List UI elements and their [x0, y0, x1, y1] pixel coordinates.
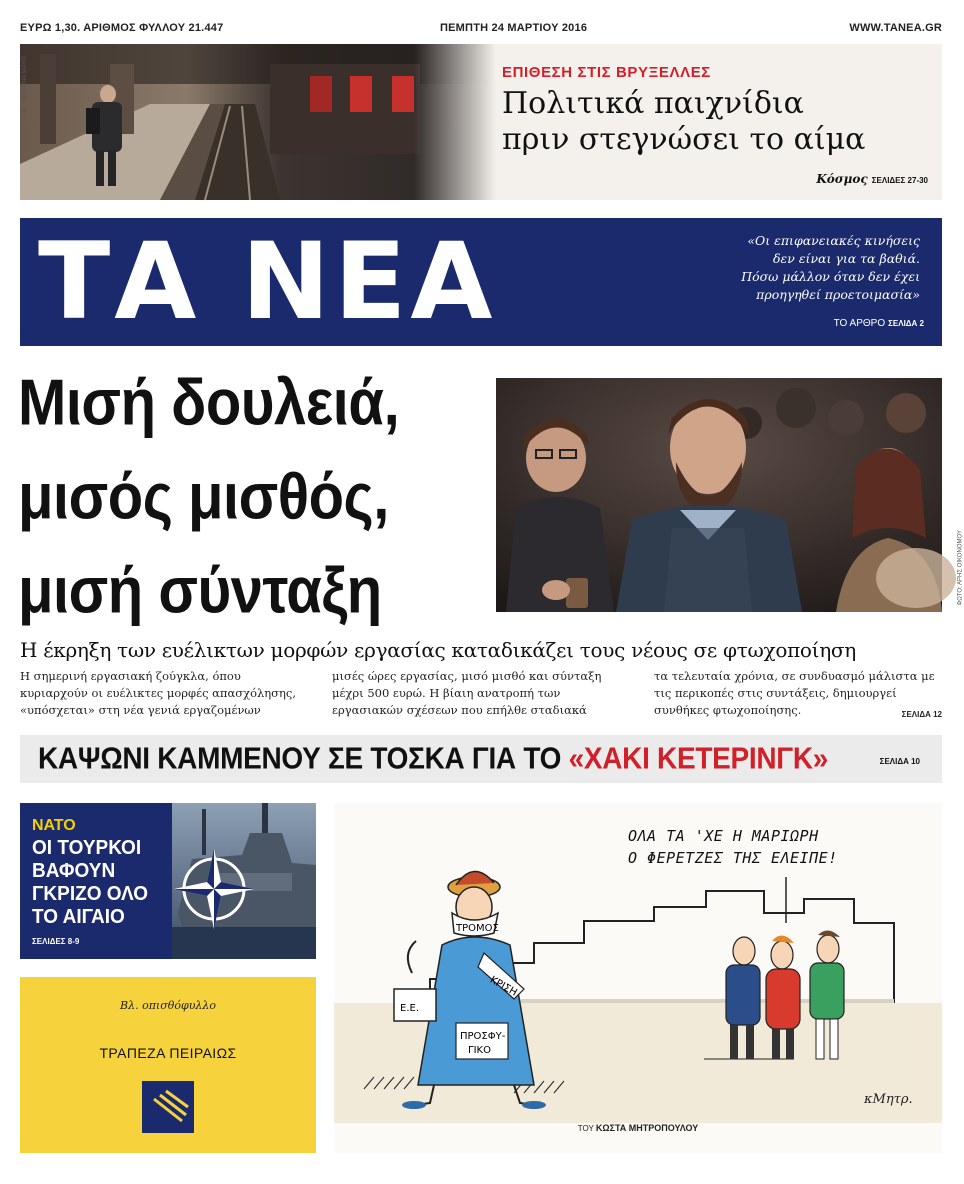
- cartoon-label-terror: ΤΡΟΜΟΣ: [456, 923, 499, 934]
- quote-line: «Οι επιφανειακές κινήσεις: [747, 233, 920, 248]
- warship-nato-photo: [172, 803, 316, 959]
- nato-kicker: ΝΑΤΟ: [32, 817, 76, 834]
- teaser-kicker: ΕΠΙΘΕΣΗ ΣΤΙΣ ΒΡΥΞΕΛΛΕΣ: [502, 64, 711, 81]
- banner-highlight: «ΧΑΚΙ ΚΕΤΕΡΙΝΓΚ»: [568, 741, 829, 776]
- quote-line: προηγηθεί προετοιμασία»: [756, 287, 920, 302]
- dateline-bar: [20, 18, 942, 38]
- editorial-quote: [650, 232, 920, 304]
- issue-date: ΠΕΜΠΤΗ 24 ΜΑΡΤΙΟΥ 2016: [440, 22, 588, 34]
- lead-body: [20, 668, 942, 724]
- credit-prefix: ΤΟΥ: [577, 1124, 596, 1133]
- cartoon-label-crisis: ΚΡΙΣΗ: [487, 974, 519, 999]
- lead-headline-line: μισός μισθός,: [18, 460, 389, 533]
- speech-line: ΟΛΑ ΤΑ 'ΧΕ Η ΜΑΡΙΩΡΗ: [628, 827, 819, 845]
- nato-headline-line: ΓΚΡΙΖΟ ΟΛΟ: [32, 883, 148, 906]
- political-cartoon: [334, 803, 942, 1153]
- cartoonist-name: ΚΩΣΤΑ ΜΗΤΡΟΠΟΥΛΟΥ: [595, 1123, 699, 1133]
- nato-teaser[interactable]: [20, 803, 316, 959]
- speech-line: Ο ΦΕΡΕΤΖΕΣ ΤΗΣ ΕΛΕΙΠΕ!: [628, 849, 838, 867]
- nato-headline: [32, 837, 182, 929]
- masthead: [20, 218, 942, 346]
- kammenos-banner[interactable]: [20, 735, 942, 783]
- quote-page: ΣΕΛΙΔΑ 2: [888, 319, 924, 328]
- newspaper-logo: ΤΑ ΝΕΑ: [38, 220, 497, 343]
- lead-page-ref: ΣΕΛΙΔΑ 12: [901, 710, 942, 719]
- young-people-crowd-photo: [496, 378, 942, 612]
- teaser-headline-line: Πολιτικά παιχνίδια: [502, 86, 804, 121]
- teaser-photo-credit: AP / VIRGINIA MAYO: [22, 56, 28, 114]
- teaser-headline-line: πριν στεγνώσει το αίμα: [502, 122, 866, 157]
- teaser-section-name: Κόσμος: [816, 172, 868, 186]
- nato-headline-line: ΟΙ ΤΟΥΡΚΟΙ: [32, 837, 142, 860]
- quote-source-label: ΤΟ ΑΡΘΡΟ: [833, 318, 886, 329]
- quote-source: [834, 318, 924, 329]
- teaser-headline[interactable]: [502, 86, 938, 158]
- website-link[interactable]: WWW.TANEA.GR: [849, 22, 942, 34]
- nato-page-ref: ΣΕΛΙΔΕΣ 8-9: [32, 937, 80, 946]
- lead-headline[interactable]: [18, 356, 488, 638]
- lead-column-3: [654, 668, 942, 723]
- lead-photo-credit: ΦΩΤΟ: ΑΡΗΣ ΟΙΚΟΝΟΜΟΥ: [958, 530, 964, 606]
- lead-subheadline: Η έκρηξη των ευέλικτων μορφών εργασίας καταδικάζει τους νέους σε φτωχοποίηση: [20, 638, 856, 662]
- lead-column-3-text: τα τελευταία χρόνια, σε συνδυασμό μάλιστα με τις περικοπές στις συντάξεις, δημιουργεί συνθήκες φτωχοποίησης.: [654, 669, 935, 717]
- speech-bubble: [628, 825, 838, 869]
- piraeus-bank-ad[interactable]: [20, 977, 316, 1153]
- metro-station-photo: [20, 44, 496, 200]
- teaser-pages: ΣΕΛΙΔΕΣ 27-30: [871, 176, 928, 185]
- quote-line: Πόσω μάλλον όταν δεν έχει: [741, 269, 920, 284]
- top-teaser[interactable]: [20, 44, 942, 200]
- teaser-section-ref: [816, 172, 928, 186]
- cartoon-label-refugee-2: ΓΙΚΟ: [468, 1045, 491, 1056]
- lead-column-1: Η σημερινή εργασιακή ζούγκλα, όπου κυριαρχούν οι ευέλικτες μορφές απασχόλησης, «υπόσχεται» στη νέα γενιά εργαζομένων: [20, 669, 297, 717]
- banner-headline: [38, 742, 828, 777]
- banner-page-ref: ΣΕΛΙΔΑ 10: [879, 757, 920, 766]
- cartoonist-signature: κΜητρ.: [864, 1092, 913, 1107]
- ad-brand-name: ΤΡΑΠΕΖΑ ΠΕΙΡΑΙΩΣ: [99, 1045, 237, 1061]
- banner-text: ΚΑΨΩΝΙ ΚΑΜΜΕΝΟΥ ΣΕ ΤΟΣΚΑ ΓΙΑ ΤΟ: [38, 741, 569, 776]
- piraeus-bank-logo-icon: [142, 1081, 194, 1133]
- cartoon-credit: [334, 1123, 942, 1133]
- nato-headline-line: ΒΑΦΟΥΝ: [32, 860, 116, 883]
- cartoon-label-eu: Ε.Ε.: [400, 1003, 419, 1014]
- lead-headline-line: μισή σύνταξη: [18, 554, 382, 628]
- quote-line: δεν είναι για τα βαθιά.: [773, 251, 920, 266]
- nato-headline-line: ΤΟ ΑΙΓΑΙΟ: [32, 906, 125, 929]
- lead-column-2: μισές ώρες εργασίας, μισό μισθό και σύνταξη μέχρι 500 ευρώ. Η βίαιη ανατροπή των εργασιακών σχέσεων που επήλθε σταδιακά: [332, 669, 602, 717]
- lead-headline-line: Μισή δουλειά,: [18, 366, 400, 439]
- cartoon-label-refugee-1: ΠΡΟΣΦΥ-: [460, 1031, 506, 1042]
- price-issue: ΕΥΡΩ 1,30. ΑΡΙΘΜΟΣ ΦΥΛΛΟΥ 21.447: [20, 22, 224, 34]
- ad-back-page-note: Βλ. οπισθόφυλλο: [120, 999, 216, 1012]
